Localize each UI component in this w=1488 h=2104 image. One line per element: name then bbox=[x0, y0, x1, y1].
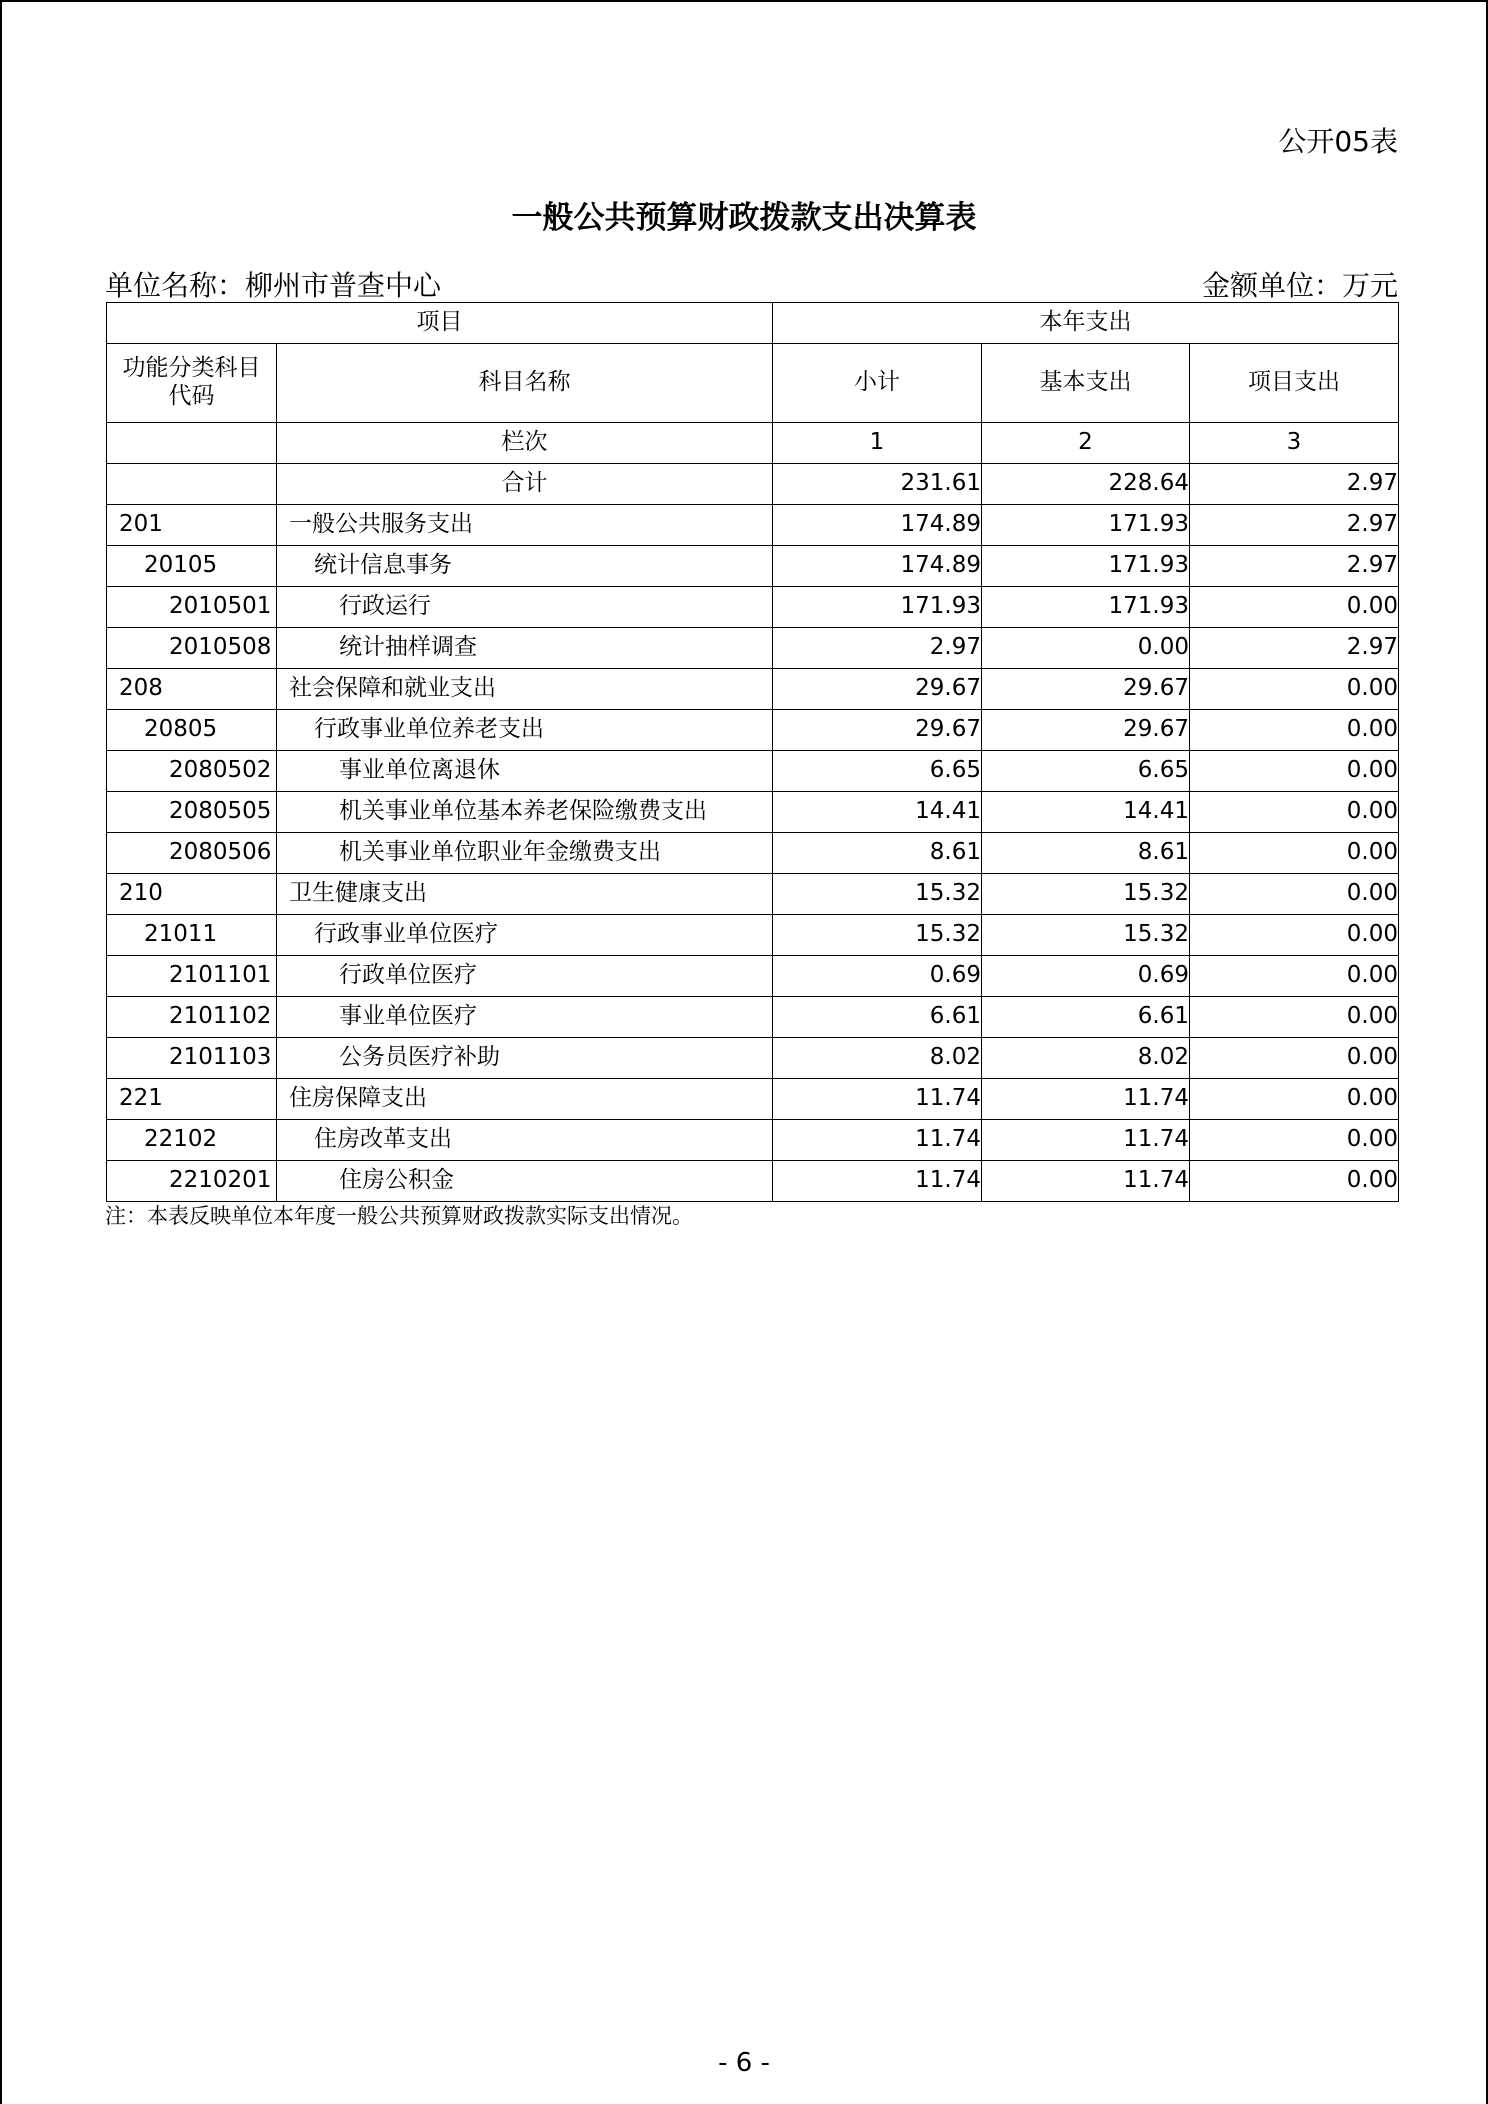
row-project: 0.00 bbox=[1190, 874, 1399, 915]
row-name: 机关事业单位职业年金缴费支出 bbox=[277, 833, 773, 874]
row-code: 208 bbox=[107, 669, 277, 710]
page-border-left bbox=[0, 0, 2, 2104]
table-row bbox=[107, 956, 1399, 997]
row-basic: 171.93 bbox=[982, 546, 1190, 587]
total-row bbox=[107, 464, 1399, 505]
row-project: 0.00 bbox=[1190, 1120, 1399, 1161]
row-code: 221 bbox=[107, 1079, 277, 1120]
row-name: 事业单位离退休 bbox=[277, 751, 773, 792]
total-subtotal: 231.61 bbox=[773, 464, 982, 505]
row-name: 社会保障和就业支出 bbox=[277, 669, 773, 710]
row-name: 统计抽样调查 bbox=[277, 628, 773, 669]
row-code: 2101101 bbox=[107, 956, 277, 997]
row-project: 0.00 bbox=[1190, 751, 1399, 792]
header-code-line2: 代码 bbox=[168, 383, 215, 409]
row-basic: 171.93 bbox=[982, 587, 1190, 628]
header-row-2 bbox=[107, 344, 1399, 423]
table-note: 注：本表反映单位本年度一般公共预算财政拨款实际支出情况。 bbox=[105, 1204, 693, 1228]
row-subtotal: 0.69 bbox=[773, 956, 982, 997]
row-code: 2101102 bbox=[107, 997, 277, 1038]
row-basic: 11.74 bbox=[982, 1120, 1190, 1161]
table-row bbox=[107, 669, 1399, 710]
header-code-line1: 功能分类科目 bbox=[122, 355, 261, 382]
table-row bbox=[107, 874, 1399, 915]
row-name: 行政单位医疗 bbox=[277, 956, 773, 997]
table-row bbox=[107, 915, 1399, 956]
row-project: 0.00 bbox=[1190, 792, 1399, 833]
row-name: 卫生健康支出 bbox=[277, 874, 773, 915]
table-row bbox=[107, 792, 1399, 833]
column-index-1: 1 bbox=[773, 423, 982, 464]
row-code: 20805 bbox=[107, 710, 277, 751]
column-index-3: 3 bbox=[1190, 423, 1399, 464]
row-code: 21011 bbox=[107, 915, 277, 956]
row-subtotal: 11.74 bbox=[773, 1120, 982, 1161]
row-project: 0.00 bbox=[1190, 833, 1399, 874]
row-code: 201 bbox=[107, 505, 277, 546]
column-index-2: 2 bbox=[982, 423, 1190, 464]
row-basic: 6.65 bbox=[982, 751, 1190, 792]
table-row bbox=[107, 628, 1399, 669]
unit-name: 单位名称：柳州市普查中心 bbox=[105, 269, 442, 302]
total-basic: 228.64 bbox=[982, 464, 1190, 505]
header-name: 科目名称 bbox=[277, 344, 773, 423]
row-name: 住房改革支出 bbox=[277, 1120, 773, 1161]
row-name: 一般公共服务支出 bbox=[277, 505, 773, 546]
table-row bbox=[107, 751, 1399, 792]
row-subtotal: 11.74 bbox=[773, 1161, 982, 1202]
row-basic: 29.67 bbox=[982, 710, 1190, 751]
row-name: 住房公积金 bbox=[277, 1161, 773, 1202]
row-basic: 14.41 bbox=[982, 792, 1190, 833]
row-code: 2080506 bbox=[107, 833, 277, 874]
table-row bbox=[107, 1038, 1399, 1079]
row-basic: 0.69 bbox=[982, 956, 1190, 997]
header-current-year: 本年支出 bbox=[773, 303, 1399, 344]
row-name: 住房保障支出 bbox=[277, 1079, 773, 1120]
row-basic: 0.00 bbox=[982, 628, 1190, 669]
column-index-empty bbox=[107, 423, 277, 464]
row-code: 2101103 bbox=[107, 1038, 277, 1079]
row-code: 2010508 bbox=[107, 628, 277, 669]
row-name: 机关事业单位基本养老保险缴费支出 bbox=[277, 792, 773, 833]
table-row bbox=[107, 546, 1399, 587]
table-row bbox=[107, 833, 1399, 874]
row-basic: 8.61 bbox=[982, 833, 1190, 874]
row-name: 行政事业单位医疗 bbox=[277, 915, 773, 956]
table-row bbox=[107, 997, 1399, 1038]
row-subtotal: 174.89 bbox=[773, 546, 982, 587]
column-index-label: 栏次 bbox=[277, 423, 773, 464]
form-number: 公开05表 bbox=[1278, 125, 1398, 158]
row-basic: 29.67 bbox=[982, 669, 1190, 710]
header-subtotal: 小计 bbox=[773, 344, 982, 423]
row-project: 0.00 bbox=[1190, 710, 1399, 751]
table-row bbox=[107, 1120, 1399, 1161]
total-empty bbox=[107, 464, 277, 505]
row-code: 20105 bbox=[107, 546, 277, 587]
row-basic: 15.32 bbox=[982, 915, 1190, 956]
row-subtotal: 171.93 bbox=[773, 587, 982, 628]
table-row bbox=[107, 710, 1399, 751]
row-subtotal: 6.65 bbox=[773, 751, 982, 792]
table-row bbox=[107, 1161, 1399, 1202]
row-name: 公务员医疗补助 bbox=[277, 1038, 773, 1079]
row-name: 行政事业单位养老支出 bbox=[277, 710, 773, 751]
expenditure-table bbox=[106, 302, 1399, 1202]
row-project: 2.97 bbox=[1190, 546, 1399, 587]
header-project: 项目支出 bbox=[1190, 344, 1399, 423]
row-basic: 8.02 bbox=[982, 1038, 1190, 1079]
row-code: 2010501 bbox=[107, 587, 277, 628]
row-code: 22102 bbox=[107, 1120, 277, 1161]
row-basic: 6.61 bbox=[982, 997, 1190, 1038]
amount-unit: 金额单位：万元 bbox=[1201, 269, 1398, 302]
row-subtotal: 29.67 bbox=[773, 710, 982, 751]
row-name: 行政运行 bbox=[277, 587, 773, 628]
row-name: 统计信息事务 bbox=[277, 546, 773, 587]
total-project: 2.97 bbox=[1190, 464, 1399, 505]
row-subtotal: 11.74 bbox=[773, 1079, 982, 1120]
row-subtotal: 8.02 bbox=[773, 1038, 982, 1079]
row-project: 0.00 bbox=[1190, 997, 1399, 1038]
row-project: 0.00 bbox=[1190, 915, 1399, 956]
page-border-top bbox=[0, 0, 1488, 2]
row-name: 事业单位医疗 bbox=[277, 997, 773, 1038]
row-subtotal: 15.32 bbox=[773, 874, 982, 915]
row-project: 0.00 bbox=[1190, 956, 1399, 997]
row-code: 2080505 bbox=[107, 792, 277, 833]
page-number: - 6 - bbox=[718, 2048, 770, 2078]
table-row bbox=[107, 1079, 1399, 1120]
column-index-row bbox=[107, 423, 1399, 464]
total-label: 合计 bbox=[277, 464, 773, 505]
page-title: 一般公共预算财政拨款支出决算表 bbox=[511, 200, 977, 236]
row-project: 0.00 bbox=[1190, 1079, 1399, 1120]
row-code: 210 bbox=[107, 874, 277, 915]
row-subtotal: 8.61 bbox=[773, 833, 982, 874]
row-project: 2.97 bbox=[1190, 628, 1399, 669]
row-project: 2.97 bbox=[1190, 505, 1399, 546]
row-basic: 11.74 bbox=[982, 1079, 1190, 1120]
row-basic: 15.32 bbox=[982, 874, 1190, 915]
header-row-1 bbox=[107, 303, 1399, 344]
row-project: 0.00 bbox=[1190, 1038, 1399, 1079]
row-project: 0.00 bbox=[1190, 1161, 1399, 1202]
row-basic: 11.74 bbox=[982, 1161, 1190, 1202]
header-basic: 基本支出 bbox=[982, 344, 1190, 423]
row-subtotal: 174.89 bbox=[773, 505, 982, 546]
row-basic: 171.93 bbox=[982, 505, 1190, 546]
row-code: 2080502 bbox=[107, 751, 277, 792]
row-subtotal: 2.97 bbox=[773, 628, 982, 669]
row-subtotal: 6.61 bbox=[773, 997, 982, 1038]
table-row bbox=[107, 505, 1399, 546]
row-project: 0.00 bbox=[1190, 669, 1399, 710]
table-row bbox=[107, 587, 1399, 628]
row-project: 0.00 bbox=[1190, 587, 1399, 628]
header-item: 项目 bbox=[107, 303, 773, 344]
row-subtotal: 29.67 bbox=[773, 669, 982, 710]
row-subtotal: 15.32 bbox=[773, 915, 982, 956]
row-subtotal: 14.41 bbox=[773, 792, 982, 833]
row-code: 2210201 bbox=[107, 1161, 277, 1202]
header-code bbox=[107, 344, 277, 423]
